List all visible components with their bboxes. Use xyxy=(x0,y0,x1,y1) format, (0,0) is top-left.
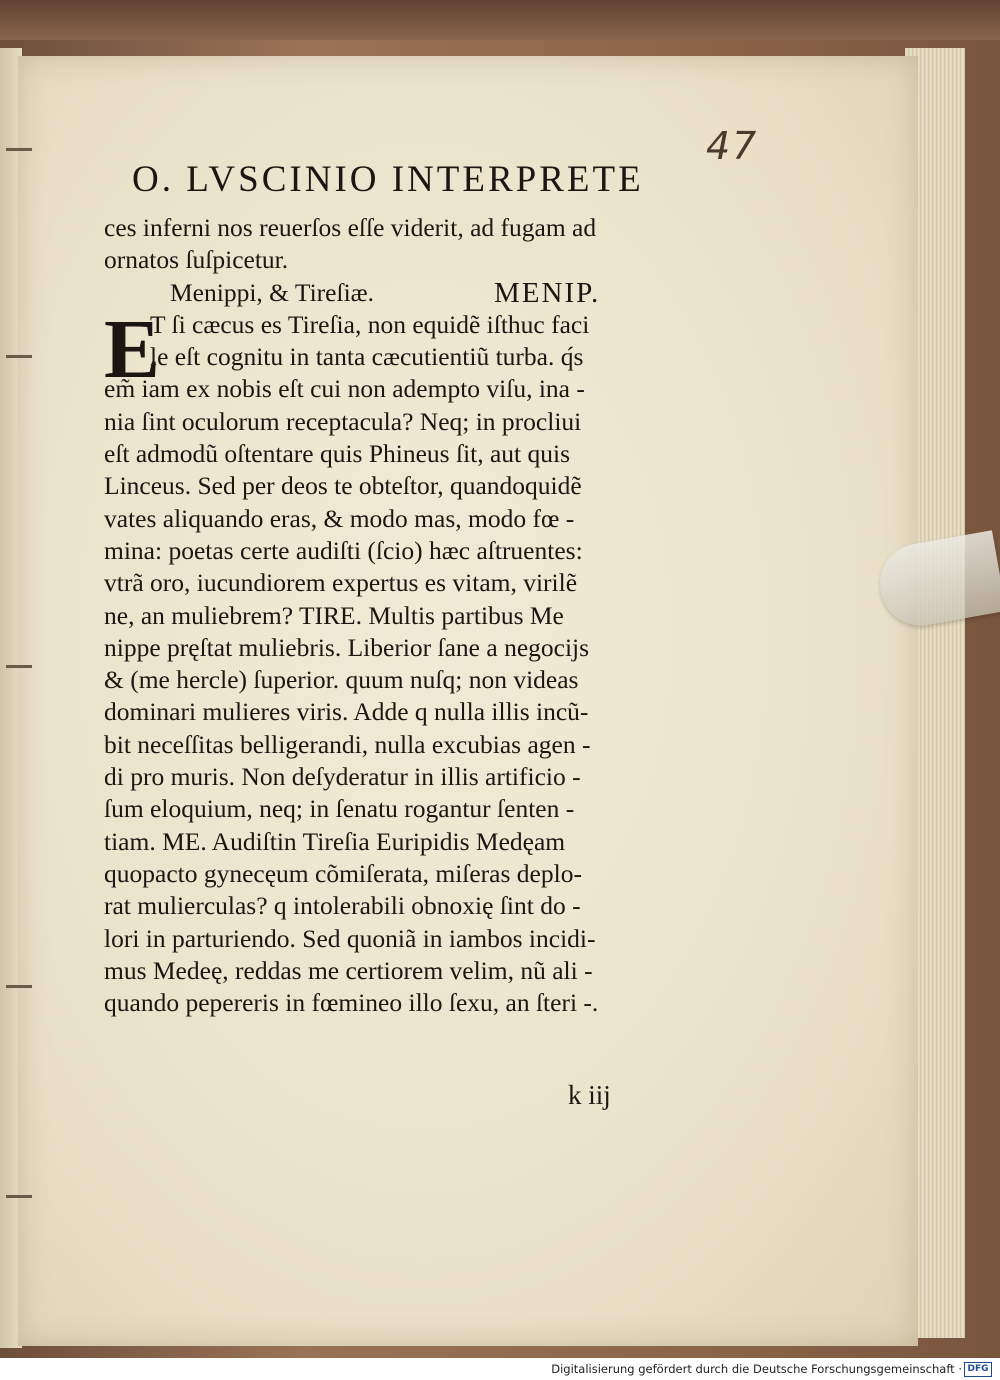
text-line: ſum eloquium, neq; in ſenatu rogantur ſenten ‐ xyxy=(104,794,575,824)
text-line: vtrã oro, iucundiorem expertus es vitam, virilẽ xyxy=(104,568,578,598)
text-line: ornatos ſuſpicetur. xyxy=(104,245,289,275)
cover-top-edge xyxy=(0,0,1000,40)
dialogue-heading xyxy=(104,277,704,309)
decorated-initial: E xyxy=(104,303,161,396)
text-line: quando pepereris in fœmineo illo ſexu, an ſteri ‐. xyxy=(104,988,599,1018)
binding-stitch xyxy=(6,148,32,151)
binding-stitch xyxy=(6,355,32,358)
text-line: bit neceſſitas belligerandi, nulla excubias agen ‐ xyxy=(104,729,591,759)
text-line: nia ſint oculorum receptacula? Neq; in procliui xyxy=(104,406,582,436)
text-line: le eſt cognitu in tanta cæcutientiũ turba. q́s xyxy=(150,342,584,372)
text-line: T ſi cæcus es Tireſia, non equidẽ iſthuc faci xyxy=(150,309,590,339)
text-line: eſt admodũ oſtentare quis Phineus ſit, aut quis xyxy=(104,439,571,469)
signature-mark: k iij xyxy=(568,1080,611,1110)
text-line: em̃ iam ex nobis eſt cui non adempto viſu, ina ‐ xyxy=(104,374,585,404)
text-line: mina: poetas certe audiſti (ſcio) hæc aſtruentes: xyxy=(104,535,583,565)
running-head: O. LVSCINIO INTERPRETE xyxy=(132,159,644,200)
text-line: ces inferni nos reuerſos eſſe viderit, ad fugam ad xyxy=(104,213,597,242)
text-block xyxy=(104,212,704,1019)
dfg-logo-icon: DFG xyxy=(964,1362,992,1377)
text-line: ne, an muliebrem? TIRE. Multis partibus Me xyxy=(104,600,564,630)
text-line: Linceus. Sed per deos te obteſtor, quandoquidẽ xyxy=(104,471,582,501)
text-line: quopacto gynecęum cõmiſerata, miſeras deplo‐ xyxy=(104,858,582,888)
text-line: tiam. ME. Audiſtin Tireſia Euripidis Medęam xyxy=(104,826,566,856)
binding-stitch xyxy=(6,665,32,668)
binding-stitch xyxy=(6,985,32,988)
text-line: vates aliquando eras, & modo mas, modo fœ ‐ xyxy=(104,503,575,533)
footer-credit: Digitalisierung gefördert durch die Deutsche Forschungsgemeinschaft · xyxy=(551,1362,962,1376)
text-line: rat mulierculas? q intolerabili obnoxię ſint do ‐ xyxy=(104,891,581,921)
binding-stitch xyxy=(6,1195,32,1198)
text-line: nippe pręſtat muliebris. Liberior ſane a negocijs xyxy=(104,632,590,662)
folio-number: 47 xyxy=(706,124,759,168)
speaker-label: MENIP. xyxy=(494,276,601,309)
text-line: lori in parturiendo. Sed quoniã in iambos incidi‐ xyxy=(104,923,596,953)
text-line: & (me hercle) ſuperior. quum nuſq; non videas xyxy=(104,665,579,695)
text-line: di pro muris. Non deſyderatur in illis artificio ‐ xyxy=(104,762,581,792)
text-line: dominari mulieres viris. Adde q nulla illis incũ‐ xyxy=(104,697,589,727)
dialogue-title: Menippi, & Tireſiæ. xyxy=(170,277,375,307)
text-line: mus Medeę, reddas me certiorem velim, nũ ali ‐ xyxy=(104,955,593,985)
